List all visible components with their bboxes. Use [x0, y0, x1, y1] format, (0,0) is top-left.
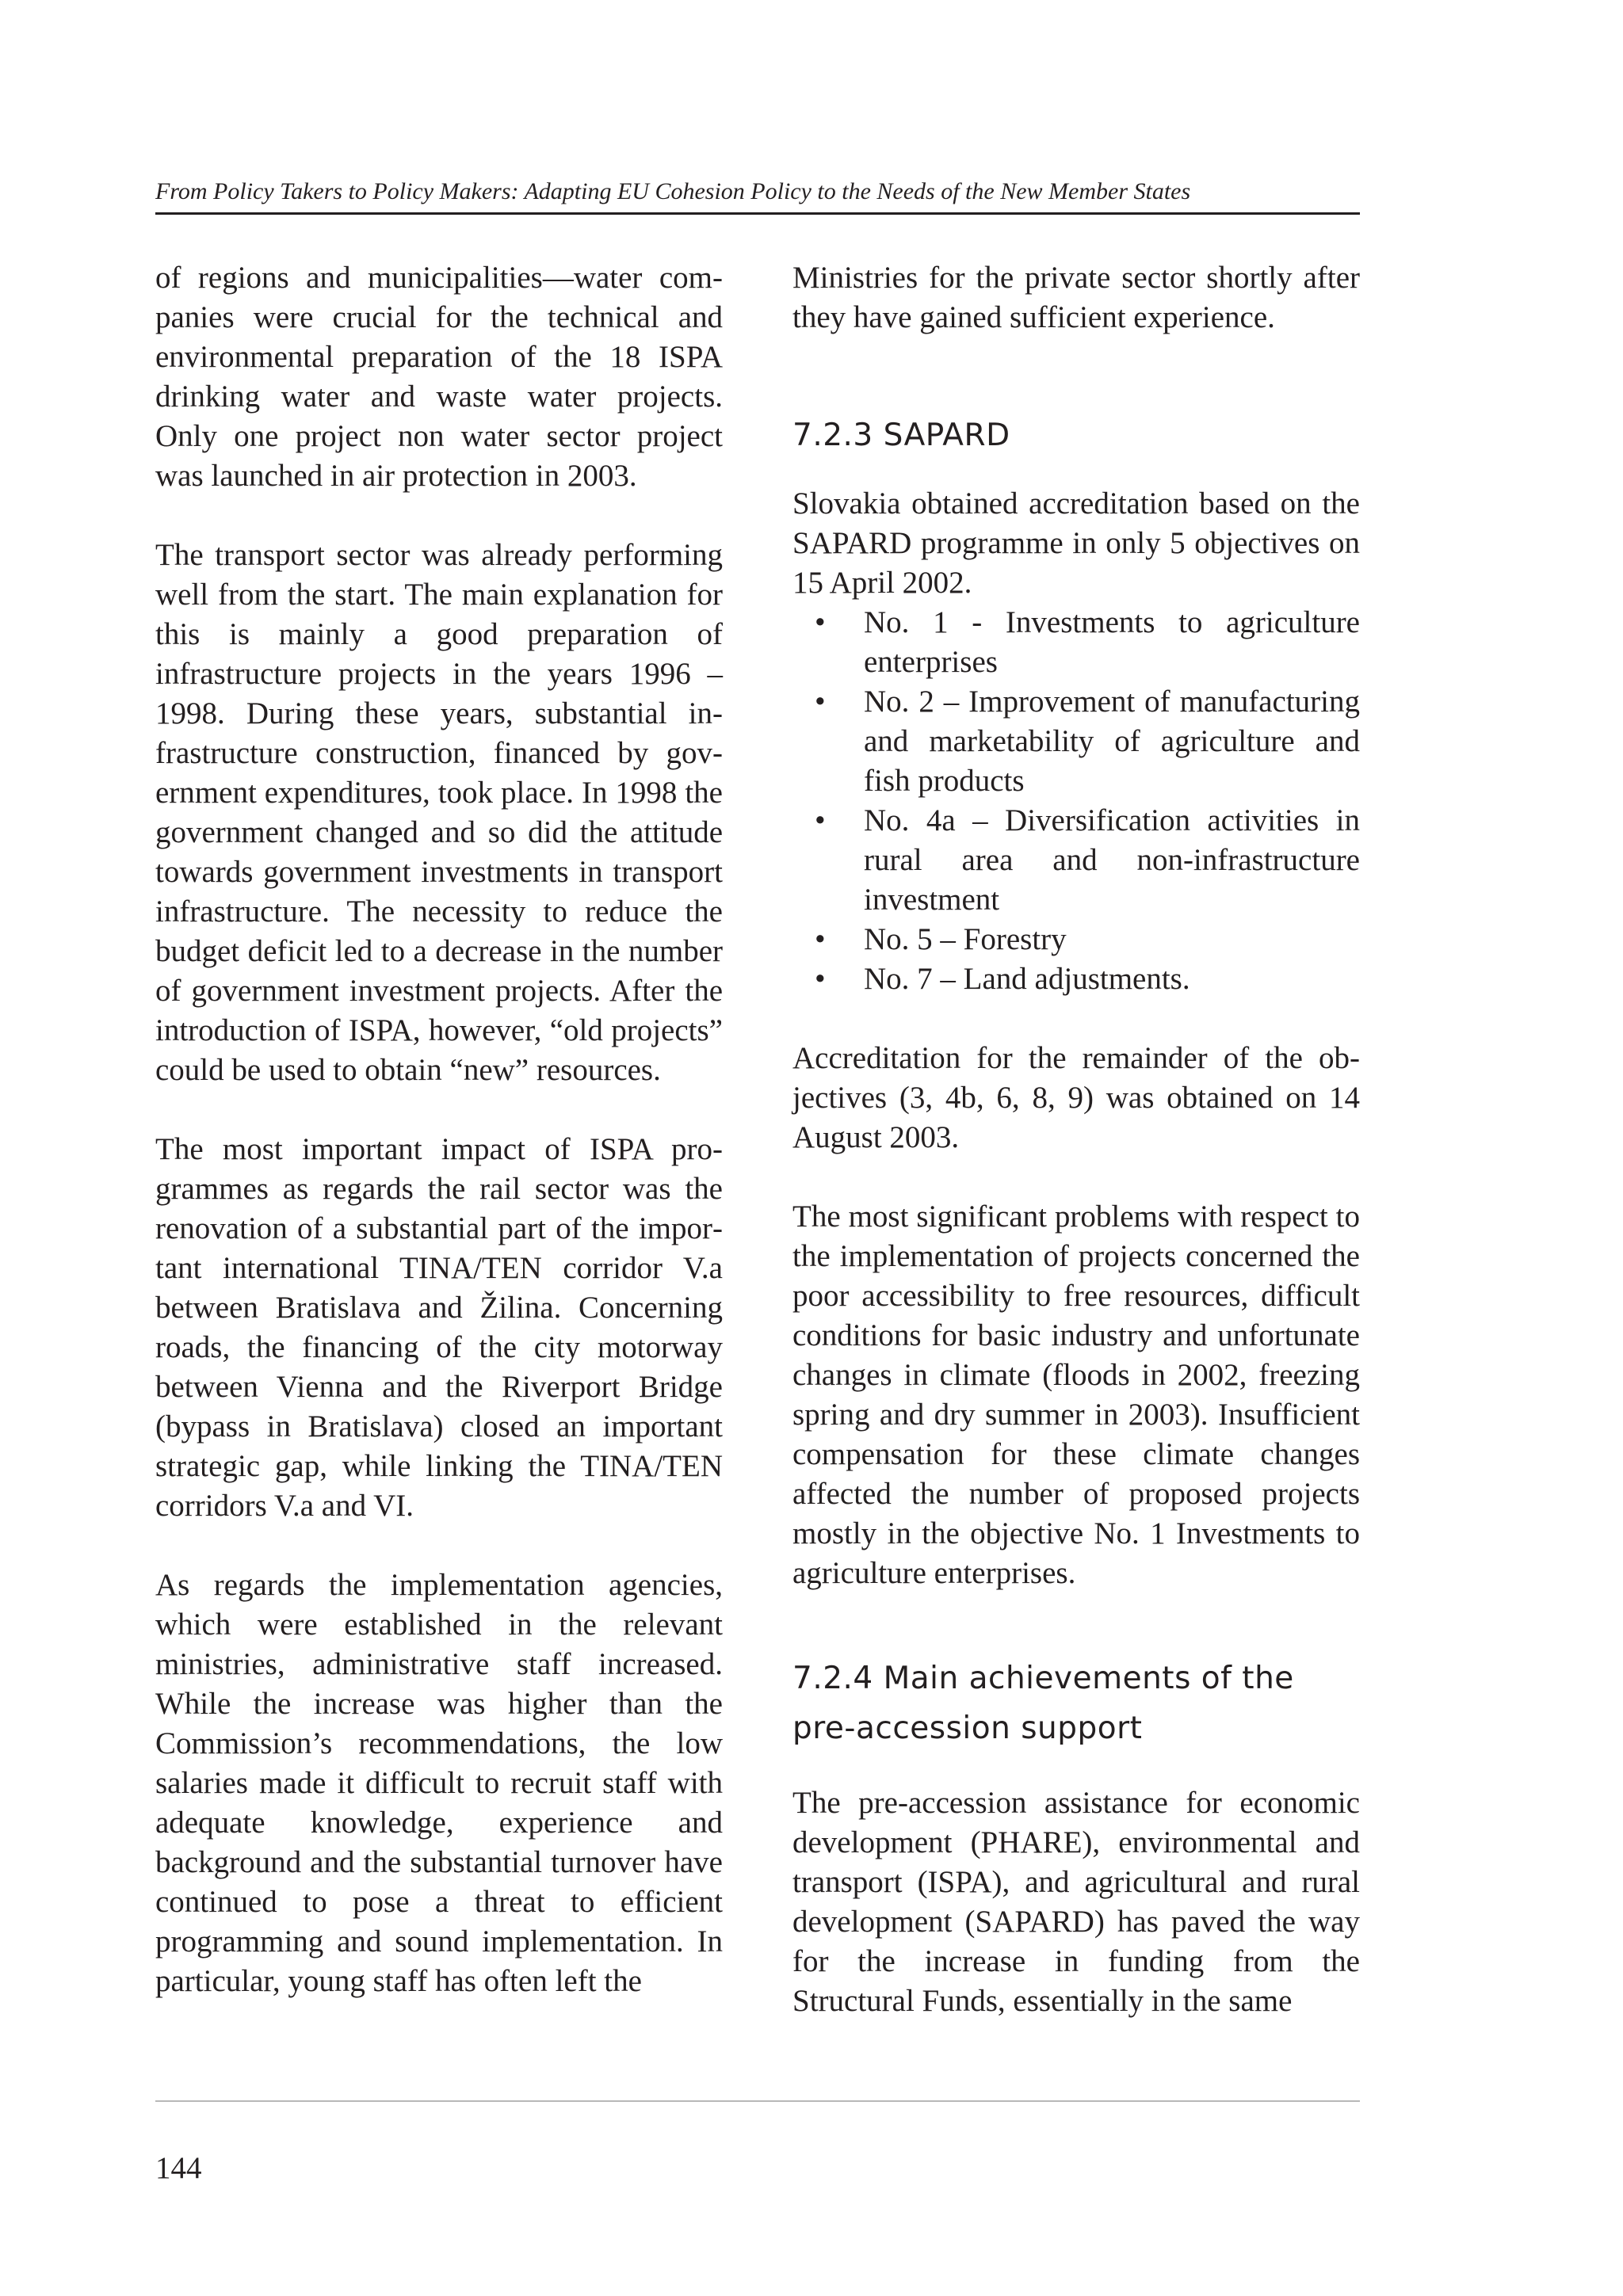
- section-heading-main-achievements: 7.2.4 Main achievements of the pre-accession support: [792, 1661, 1294, 1746]
- main-achievements-paragraph: The pre-accession assistance for economic development (PHARE), environmental and transport (ISPA), and agricultural and rural development (SAPARD) has paved the way for the increase in funding from the Structural Funds, essentially in the same: [792, 1786, 1360, 2018]
- left-column: [155, 258, 723, 2001]
- left-paragraph-3: The most important impact of ISPA programmes as regards the rail sector was the renovation of a substantial part of the important international TINA/TEN corridor V.a between Bratislava and Žilina. Concerning roads, the financing of the city motorway between Vienna and the Riverport Bridge (bypass in Bratislava) closed an important strategic gap, while linking the TINA/TEN corridors V.a and VI.: [155, 1132, 723, 1523]
- list-item: [792, 682, 1360, 801]
- list-item: [792, 801, 1360, 920]
- right-column: [792, 258, 1360, 2021]
- list-item: [792, 959, 1360, 999]
- bullet-icon: •: [815, 685, 826, 719]
- right-intro-paragraph: Ministries for the private sector shortly after they have gained sufficient experience.: [792, 261, 1360, 334]
- running-header-title: From Policy Takers to Policy Makers: Adapting EU Cohesion Policy to the Needs of the New Member States: [155, 178, 1191, 204]
- sapard-problems-paragraph: The most significant problems with respect to the implementation of projects concerned the poor accessibility to free resources, difficult conditions for basic industry and unfortunate changes in climate (floods in 2002, freezing spring and dry summer in 2003). Insufficient compensation for these climate changes affected the number of proposed projects mostly in the objective No. 1 Investments to agriculture enterprises.: [792, 1199, 1360, 1590]
- list-item-text: No. 4a – Diversification activities in rural area and non-infrastructure investment: [864, 803, 1360, 917]
- list-item: [792, 603, 1360, 682]
- list-item-text: No. 1 - Investments to agriculture enterprises: [864, 605, 1360, 679]
- footer-rule: [155, 2100, 1360, 2102]
- bullet-icon: •: [815, 922, 826, 956]
- bullet-icon: •: [815, 605, 826, 639]
- left-paragraph-4: As regards the implementation agencies, which were established in the relevant ministries, administrative staff increased. While the increase was higher than the Commission’s recommendations, the low salaries made it difficult to recruit staff with adequate knowledge, experience and background and the substantial turnover have continued to pose a threat to efficient programming and sound implementation. In particular, young staff has often left the: [155, 1568, 723, 1998]
- list-item: [792, 920, 1360, 959]
- sapard-intro-paragraph: Slovakia obtained accreditation based on the SAPARD programme in only 5 objectives on 15 April 2002.: [792, 486, 1360, 600]
- page-number: 144: [155, 2151, 202, 2185]
- list-item-text: No. 5 – Forestry: [864, 922, 1067, 956]
- left-paragraph-2: The transport sector was already performing well from the start. The main explanation for this is mainly a good preparation of infrastructure projects in the years 1996 – 1998. During these years, substantial infrastructure construction, financed by government expenditures, took place. In 1998 the government changed and so did the attitude towards government investments in transport infrastructure. The necessity to reduce the budget deficit led to a decrease in the number of government investment projects. After the introduction of ISPA, however, “old projects” could be used to obtain “new” resources.: [155, 538, 723, 1087]
- list-item-text: No. 2 – Improvement of manufacturing and marketability of agriculture and fish products: [864, 685, 1360, 798]
- bullet-icon: •: [815, 803, 826, 837]
- list-item-text: No. 7 – Land adjustments.: [864, 962, 1190, 996]
- section-heading-sapard: 7.2.3 SAPARD: [792, 418, 1010, 453]
- bullet-icon: •: [815, 962, 826, 996]
- left-paragraph-1: of regions and municipalities—water companies were crucial for the technical and environmental preparation of the 18 ISPA drinking water and waste water projects. Only one project non water sector project was launched in air protection in 2003.: [155, 261, 723, 493]
- header-rule: [155, 212, 1360, 215]
- sapard-objectives-list: [792, 603, 1360, 999]
- sapard-accreditation-paragraph: Accreditation for the remainder of the objectives (3, 4b, 6, 8, 9) was obtained on 14 August 2003.: [792, 1041, 1360, 1154]
